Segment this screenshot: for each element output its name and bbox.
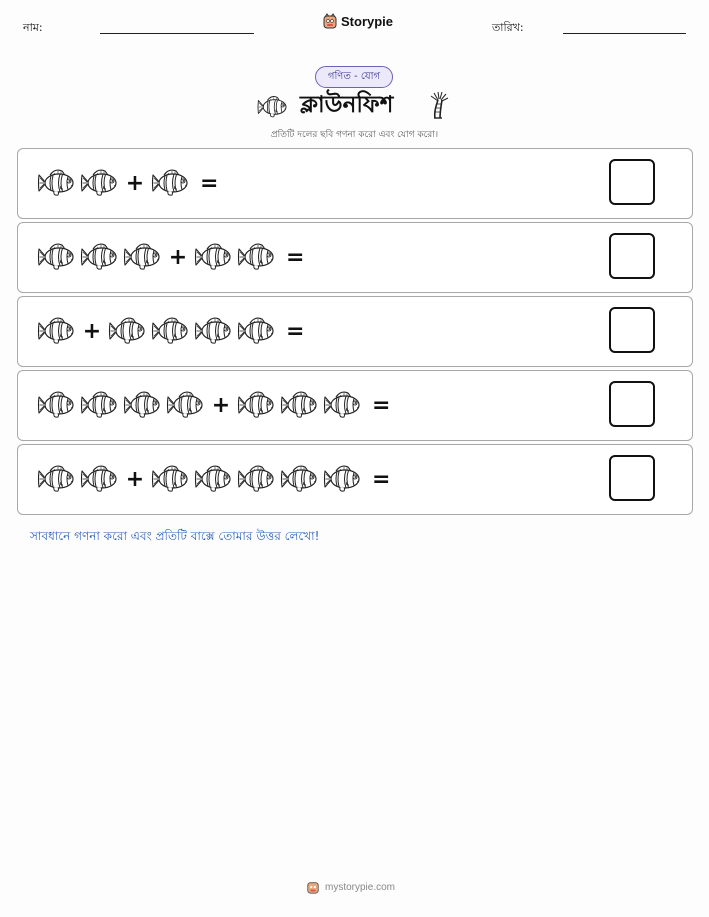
- plus-sign: +: [125, 170, 145, 196]
- brand: [322, 13, 393, 29]
- problem-row: [17, 148, 693, 219]
- answer-box[interactable]: [609, 159, 655, 205]
- addend-left-group: [37, 389, 209, 421]
- equals-sign: =: [286, 244, 305, 270]
- clownfish-icon: [37, 241, 77, 273]
- clownfish-icon: [37, 463, 77, 495]
- problem-row: [17, 222, 693, 293]
- instructions-subtitle: প্রতিটি দলের ছবি গণনা করো এবং যোগ করো।: [270, 130, 439, 140]
- answer-box[interactable]: [609, 455, 655, 501]
- problem-row: [17, 296, 693, 367]
- instruction-note: সাবধানে গণনা করো এবং প্রতিটি বাক্সে তোমার উত্তর লেখো!: [30, 529, 320, 543]
- plus-sign: +: [211, 392, 231, 418]
- brand-name: Storypie: [341, 13, 394, 29]
- page-title-row: [0, 88, 709, 122]
- addend-left-group: [37, 167, 123, 199]
- clownfish-icon: [323, 463, 363, 495]
- clownfish-icon: [108, 315, 148, 347]
- plus-sign: +: [125, 466, 145, 492]
- clownfish-icon: [280, 463, 320, 495]
- addend-left-group: [37, 241, 166, 273]
- storypie-logo-icon: [322, 13, 338, 29]
- equation: [37, 237, 304, 277]
- footer: [306, 880, 395, 894]
- clownfish-icon: [237, 241, 277, 273]
- clownfish-icon: [256, 94, 290, 124]
- clownfish-icon: [37, 389, 77, 421]
- addend-right-group: [108, 315, 280, 347]
- clownfish-icon: [37, 315, 77, 347]
- answer-box[interactable]: [609, 381, 655, 427]
- storypie-logo-icon: [306, 880, 320, 894]
- clownfish-icon: [194, 315, 234, 347]
- sea-anemone-icon: [426, 90, 450, 124]
- plus-sign: +: [168, 244, 188, 270]
- clownfish-icon: [37, 167, 77, 199]
- name-label: নাম:: [23, 21, 43, 34]
- clownfish-icon: [123, 241, 163, 273]
- clownfish-icon: [80, 463, 120, 495]
- topic-badge: [315, 66, 393, 88]
- clownfish-icon: [80, 389, 120, 421]
- clownfish-icon: [166, 389, 206, 421]
- addend-left-group: [37, 315, 80, 347]
- date-label: তারিখ:: [492, 21, 524, 34]
- equation: [37, 311, 304, 351]
- page-title: ক্লাউনফিশ: [300, 92, 394, 118]
- problem-row: [17, 370, 693, 441]
- answer-box[interactable]: [609, 307, 655, 353]
- clownfish-icon: [237, 389, 277, 421]
- addend-left-group: [37, 463, 123, 495]
- addend-right-group: [151, 167, 194, 199]
- problem-row: [17, 444, 693, 515]
- clownfish-icon: [280, 389, 320, 421]
- equation: [37, 163, 218, 203]
- clownfish-icon: [194, 463, 234, 495]
- equation: [37, 385, 390, 425]
- topic-badge-label: গণিত - যোগ: [327, 70, 381, 82]
- addend-right-group: [151, 463, 366, 495]
- clownfish-icon: [80, 241, 120, 273]
- date-line[interactable]: [563, 33, 686, 34]
- clownfish-icon: [237, 315, 277, 347]
- clownfish-icon: [237, 463, 277, 495]
- clownfish-icon: [123, 389, 163, 421]
- clownfish-icon: [194, 241, 234, 273]
- name-line[interactable]: [100, 33, 254, 34]
- equals-sign: =: [286, 318, 305, 344]
- clownfish-icon: [151, 315, 191, 347]
- answer-box[interactable]: [609, 233, 655, 279]
- equals-sign: =: [372, 392, 391, 418]
- clownfish-icon: [151, 463, 191, 495]
- equation: [37, 459, 390, 499]
- equals-sign: =: [200, 170, 219, 196]
- equals-sign: =: [372, 466, 391, 492]
- footer-url[interactable]: mystorypie.com: [325, 881, 396, 893]
- addend-right-group: [237, 389, 366, 421]
- plus-sign: +: [82, 318, 102, 344]
- clownfish-icon: [151, 167, 191, 199]
- clownfish-icon: [323, 389, 363, 421]
- addend-right-group: [194, 241, 280, 273]
- clownfish-icon: [80, 167, 120, 199]
